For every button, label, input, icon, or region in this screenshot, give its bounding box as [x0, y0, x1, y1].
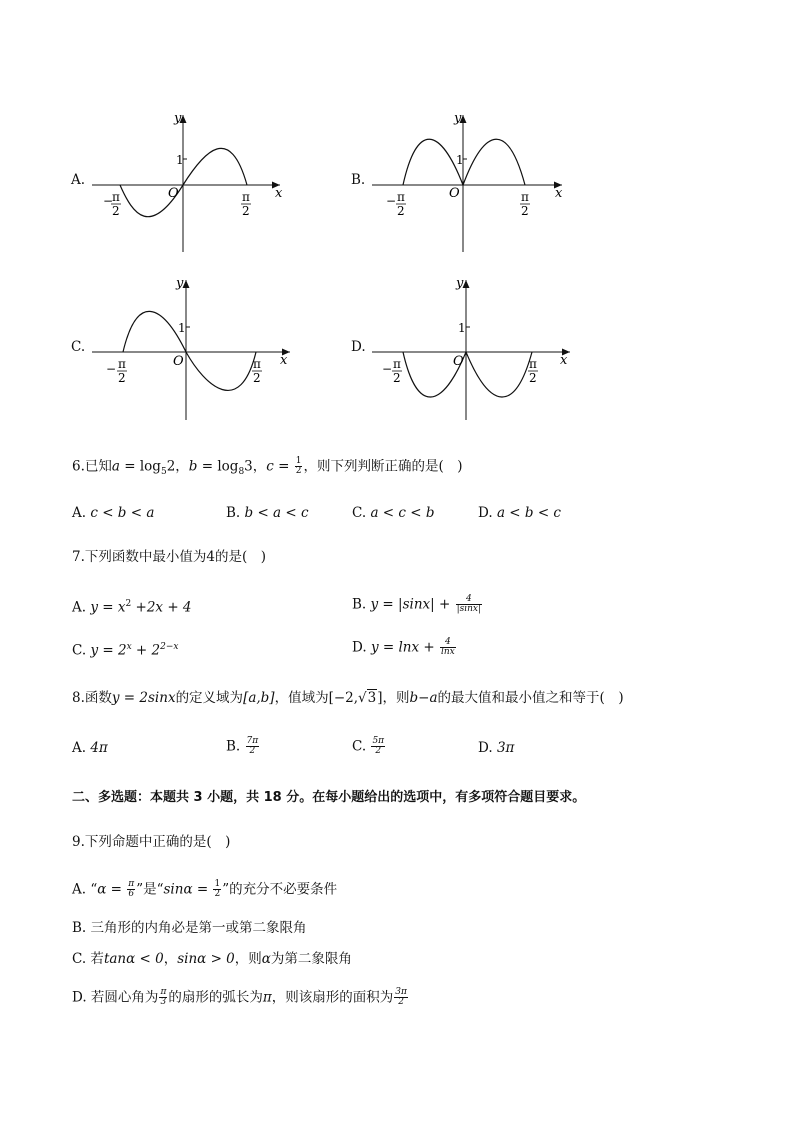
y-label: y	[174, 111, 182, 126]
x-label: x	[555, 186, 563, 201]
q6-option-b[interactable]: B. b < a < c	[226, 505, 309, 521]
q9-stem: 9.下列命题中正确的是( )	[72, 834, 231, 850]
neg-pi-num: π	[397, 190, 405, 204]
y-label: y	[176, 276, 184, 291]
curve-d	[403, 352, 532, 397]
origin-label: O	[173, 354, 184, 369]
q7-option-c[interactable]: C. $y = 2^x + 2^{2-x}$	[72, 642, 179, 659]
q7-stem: 7.下列函数中最小值为4的是( )	[72, 549, 267, 565]
sqrt-icon: √	[358, 690, 367, 706]
q6-stem: 6.已知$a = \log_52$，$b = \log_83$，c = $\frac{1}{2}$ ，则下列判断正确的是( )	[72, 456, 463, 478]
neg-pi-den: 2	[112, 204, 120, 218]
origin-label: O	[168, 186, 179, 201]
q9-option-b[interactable]: B. 三角形的内角必是第一或第二象限角	[72, 920, 307, 936]
q9-option-d[interactable]: D. 若圆心角为 $\frac{\pi}{3}$ 的扇形的弧长为π，则该扇形的面积为 $\frac{3\pi}{2}$	[72, 987, 407, 1008]
neg-pi-num: π	[393, 357, 401, 371]
q8-option-a[interactable]: A. 4π	[72, 740, 108, 756]
one-label: 1	[176, 153, 184, 167]
pi-num: π	[529, 357, 537, 371]
pi-den: 2	[529, 371, 537, 385]
neg-pi-den: 2	[397, 204, 405, 218]
q7-option-b[interactable]: B. y = |sinx| + $\frac{4}{|\sin x|}$	[352, 594, 482, 615]
x-label: x	[280, 353, 288, 368]
neg-pi-den: 2	[393, 371, 401, 385]
y-label: y	[456, 276, 464, 291]
pi-num: π	[253, 357, 261, 371]
graph-d	[370, 268, 580, 428]
neg-pi-num: π	[112, 190, 120, 204]
q8-option-d[interactable]: D. 3π	[478, 740, 515, 756]
q6-option-c[interactable]: C. a < c < b	[352, 505, 435, 521]
minus-sign: −	[103, 194, 114, 208]
one-label: 1	[458, 321, 466, 335]
q8-option-c[interactable]: C. $\frac{5\pi}{2}$	[352, 736, 385, 757]
x-label: x	[275, 186, 283, 201]
pi-den: 2	[521, 204, 529, 218]
graph-b	[370, 100, 570, 260]
q9-option-c[interactable]: C. 若tanα < 0，sinα > 0，则α为第二象限角	[72, 951, 352, 967]
pi-den: 2	[242, 204, 250, 218]
neg-pi-den: 2	[118, 371, 126, 385]
q9-option-a[interactable]: A. “α = $\frac{\pi}{6}$ ”是“sinα = $\frac{1}{2}$ ”的充分不必要条件	[72, 879, 338, 900]
q6-option-d[interactable]: D. a < b < c	[478, 505, 561, 521]
curve-b	[403, 139, 525, 185]
one-label: 1	[178, 321, 186, 335]
pi-num: π	[242, 190, 250, 204]
q8-option-b[interactable]: B. $\frac{7\pi}{2}$	[226, 736, 259, 757]
q7-option-a[interactable]: A. $y = x^2 +2x + 4$	[72, 599, 192, 616]
one-label: 1	[456, 153, 464, 167]
option-a-label: A.	[71, 172, 86, 188]
pi-den: 2	[253, 371, 261, 385]
section-2-heading: 二、多选题：本题共 3 小题，共 18 分。在每小题给出的选项中，有多项符合题目要求。	[72, 790, 586, 805]
y-axis-arrow	[463, 280, 470, 288]
y-axis-arrow	[183, 280, 190, 288]
option-d-label: D.	[351, 339, 366, 355]
origin-label: O	[449, 186, 460, 201]
q8-stem: 8.函数y = 2sinx的定义域为[a,b]，值域为[−2,√3]，则b−a的最大值和最小值之和等于( )	[72, 690, 624, 706]
origin-label: O	[453, 354, 464, 369]
q7-option-d[interactable]: D. y = lnx + $\frac{4}{\ln x}$	[352, 637, 455, 658]
graph-c	[90, 268, 300, 428]
x-label: x	[560, 353, 568, 368]
pi-num: π	[521, 190, 529, 204]
option-b-label: B.	[351, 172, 366, 188]
y-label: y	[454, 111, 462, 126]
q6-option-a[interactable]: A. c < b < a	[72, 505, 155, 521]
minus-sign: −	[106, 362, 117, 376]
neg-pi-num: π	[118, 357, 126, 371]
minus-sign: −	[382, 362, 393, 376]
minus-sign: −	[386, 194, 397, 208]
option-c-label: C.	[71, 339, 86, 355]
graph-a	[90, 100, 290, 260]
curve-c	[123, 311, 256, 390]
